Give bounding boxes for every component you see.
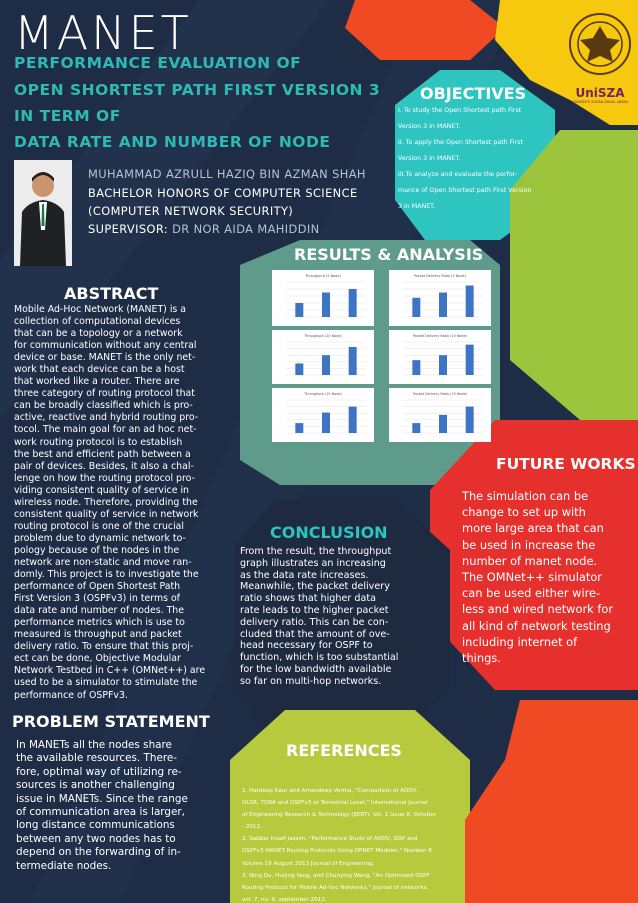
bar (412, 298, 420, 317)
problem-line: termediate nodes. (16, 859, 112, 872)
conclusion-line: delivery ratio. This can be con- (240, 616, 389, 628)
reference-line: vol. 7, no. 9, september 2012. (242, 896, 327, 903)
abstract-line: pair of devices. Besides, it also a chal- (14, 460, 194, 472)
references-heading: REFERENCES (286, 741, 402, 760)
objective-line: Version 3 in MANET. (398, 123, 461, 130)
abstract-body (14, 304, 244, 702)
conclusion-line: rate leads to the higher packet (240, 604, 389, 616)
subtitle-line-4: DATA RATE AND NUMBER OF NODE (14, 133, 331, 151)
bar (439, 293, 447, 318)
author-name: MUHAMMAD AZRULL HAZIQ BIN AZMAN SHAH (88, 167, 366, 181)
reference-line: - 2012. (242, 824, 262, 831)
abstract-line: work that each device can be a host (14, 364, 185, 376)
bar (439, 415, 447, 433)
abstract-line: Mobile Ad-Hoc Network (MANET) is a (14, 304, 187, 315)
objective-line: Version 3 in MANET. (398, 155, 461, 162)
future-body (462, 488, 638, 666)
problem-body (16, 739, 236, 873)
future-line: less and wired network for (462, 602, 614, 617)
abstract-line: pology because of the nodes in the (14, 544, 180, 556)
references-body (242, 785, 468, 903)
chart-pdr-10 (389, 330, 491, 384)
abstract-line: wireless node. Therefore, providing the (14, 496, 198, 508)
reference-line: 1. Hardeep Kaur and Amandeep Verma, "Comparison of AODV, (242, 788, 419, 794)
chart-throughput-15 (272, 388, 374, 442)
chart-title: Throughput (5 Node) (305, 274, 341, 278)
bar (349, 407, 357, 433)
abstract-line: active, reactive and hybrid routing pro- (14, 412, 199, 424)
subtitle-line-2: OPEN SHORTEST PATH FIRST VERSION 3 (14, 81, 381, 99)
chart-title: Packet Delivery Ratio (5 Node) (414, 274, 466, 278)
conclusion-heading: CONCLUSION (270, 523, 388, 542)
conclusion-body (240, 546, 440, 688)
objective-line: I. To study the Open Shortest path First (398, 107, 522, 114)
abstract-line: that can be a topology or a network (14, 328, 183, 340)
supervisor-label: SUPERVISOR: (88, 222, 169, 236)
chart-title: Throughput (10 Node) (304, 334, 342, 338)
abstract-line: viding consistent quality of service in (14, 484, 190, 496)
chart-card-3 (272, 330, 374, 384)
problem-line: between any two nodes has to (16, 832, 176, 845)
logo-text: UniSZA (575, 86, 625, 100)
abstract-line: the best and efficient path between a (14, 448, 191, 460)
abstract-line: performance metrics which is use to (14, 617, 185, 629)
future-line: be used in increase the (462, 537, 596, 552)
reference-line: OSPFv3 MANET Routing Protocols Using OPNET Modeler," Number 8 (242, 848, 432, 855)
abstract-line: collection of computational devices (14, 316, 181, 328)
problem-line: of communication area is larger, (16, 806, 185, 819)
future-heading: FUTURE WORKS (496, 455, 636, 473)
future-line: things. (462, 651, 501, 666)
problem-line: depend on the forwarding of in- (16, 846, 181, 859)
reference-line: 3. Ning Du, Huijing Yang, and Chunying Wang, "An Optimized OSPF (242, 872, 430, 879)
poster-title: MANET (14, 6, 192, 60)
reference-line: Routing Protocol for Mobile Ad-hoc Networks," journal of networks, (242, 884, 429, 891)
abstract-line: lenge on how the routing protocol pro- (14, 472, 195, 484)
author-photo (14, 160, 72, 266)
problem-line: In MANETs all the nodes share (16, 739, 172, 751)
objectives-list (398, 103, 558, 215)
chart-card-2 (389, 270, 491, 326)
abstract-line: for communication without any central (14, 340, 197, 352)
problem-heading: PROBLEM STATEMENT (12, 712, 210, 731)
bar (322, 413, 330, 433)
chart-card-6 (389, 388, 491, 442)
conclusion-line: Meanwhile, the packet delivery (240, 581, 390, 593)
abstract-line: three category of routing protocol that (14, 388, 195, 400)
chart-pdr-15 (389, 388, 491, 442)
abstract-line: ect can be done, Objective Modular (14, 653, 181, 665)
future-line: change to set up with (462, 505, 586, 520)
bar (322, 355, 330, 375)
future-line: The simulation can be (462, 489, 589, 503)
conclusion-line: cluded that the amount of ove- (240, 628, 390, 640)
future-line: can be used either wire- (462, 586, 601, 601)
chart-card-1 (272, 270, 374, 326)
conclusion-line: ratio shows that higher data (240, 593, 376, 605)
logo-subtext: UNIVERSITI SULTAN ZAINAL ABIDIN (572, 100, 628, 104)
bar (295, 303, 303, 317)
bar (412, 360, 420, 375)
conclusion-line: graph illustrates an increasing (240, 557, 386, 569)
problem-line: sources is another challenging (16, 779, 175, 792)
abstract-heading: ABSTRACT (64, 284, 159, 303)
bar (439, 355, 447, 375)
abstract-line: consistent quality of service in network (14, 508, 199, 520)
abstract-line: problem due to dynamic network to- (14, 532, 186, 544)
conclusion-line: for the low bandwidth available (240, 663, 392, 675)
abstract-line: delivery ratio. To ensure that this proj- (14, 641, 194, 653)
conclusion-line: function, which is too substantial (240, 652, 399, 664)
objective-line: mance of Open Shortest path First Version (398, 187, 532, 194)
chart-title: Packet Delivery Ratio (15 Node) (413, 392, 467, 396)
bar (466, 286, 474, 318)
reference-line: Volume 19 August 2013 Journal of Engineering. (242, 860, 375, 867)
abstract-line: work routing protocol is to establish (14, 436, 183, 448)
conclusion-line: head necessary for OSPF to (240, 640, 373, 652)
objective-line: II. To apply the Open Shortest path First (398, 139, 523, 146)
supervisor-line (88, 222, 320, 236)
future-line: number of manet node. (462, 553, 598, 568)
conclusion-line: so far on multi-hop networks. (240, 675, 382, 687)
person-icon (14, 160, 72, 266)
abstract-line: can be broadly classified which is pro- (14, 400, 193, 412)
abstract-line: First Version 3 (OSPFv3) in terms of (14, 593, 180, 605)
bar (322, 293, 330, 318)
reference-line: 2. Sabbar Insaif Jassim, "Performance Study of AODV, GRP and (242, 836, 418, 843)
subtitle-line-1: PERFORMANCE EVALUATION OF (14, 54, 302, 72)
results-heading: RESULTS & ANALYSIS (294, 245, 484, 264)
reference-line: OLSR, TORA and OSPFv3 at Terrestrial Level," International Journal (242, 800, 428, 807)
abstract-line: performance of OSPFv3. (14, 689, 128, 701)
reference-line: of Engineering Research & Technology (IJERT). Vol. 1 Issue 8, October (242, 812, 436, 819)
degree-line-2: (COMPUTER NETWORK SECURITY) (88, 204, 294, 218)
abstract-line: network are non-static and move ran- (14, 556, 192, 568)
bar (412, 423, 420, 433)
problem-line: issue in MANETs. Since the range (16, 792, 188, 805)
abstract-line: domly. This project is to investigate the (14, 569, 199, 581)
objectives-heading: OBJECTIVES (420, 84, 527, 103)
objective-line: III.To analyze and evaluate the perfor- (398, 171, 518, 178)
chart-card-4 (389, 330, 491, 384)
problem-line: long distance communications (16, 819, 175, 832)
bar (349, 347, 357, 375)
bar (295, 363, 303, 375)
subtitle-line-3: IN TERM OF (14, 107, 121, 125)
chart-title: Throughput (15 Node) (304, 392, 342, 396)
abstract-line: routing protocol is one of the crucial (14, 520, 185, 532)
chart-pdr-5 (389, 270, 491, 326)
conclusion-line: as the data rate increases. (240, 569, 369, 581)
chart-throughput-10 (272, 330, 374, 384)
chart-throughput-5 (272, 270, 374, 326)
bar (466, 407, 474, 433)
problem-line: the available resources. There- (16, 752, 178, 765)
abstract-line: used to be a simulator to stimulate the (14, 677, 198, 689)
objective-line: 3 in MANET. (398, 203, 436, 210)
supervisor-name: DR NOR AIDA MAHIDDIN (172, 222, 320, 236)
abstract-line: Network Testbed in C++ (OMNet++) are (14, 665, 206, 677)
future-line: including internet of (462, 634, 578, 649)
degree-line-1: BACHELOR HONORS OF COMPUTER SCIENCE (88, 186, 358, 200)
conclusion-line: From the result, the throughput (240, 546, 392, 557)
bar (349, 289, 357, 317)
abstract-line: tocol. The main goal for an ad hoc net- (14, 424, 197, 436)
bar (466, 345, 474, 375)
future-line: The OMNet++ simulator (462, 570, 602, 585)
abstract-line: device or base. MANET is the only net- (14, 352, 196, 364)
university-logo (562, 4, 638, 104)
abstract-line: performance of Open Shortest Path (14, 581, 181, 593)
abstract-line: measured is throughput and packet (14, 629, 182, 641)
chart-card-5 (272, 388, 374, 442)
chart-title: Packet Delivery Ratio (10 Node) (413, 334, 467, 338)
future-line: all kind of network testing (462, 618, 611, 633)
problem-line: fore, optimal way of utilizing re- (16, 765, 182, 778)
future-line: more large area that can (462, 521, 604, 536)
bar (295, 423, 303, 433)
abstract-line: that worked like a router. There are (14, 376, 180, 388)
abstract-line: data rate and number of nodes. The (14, 605, 184, 617)
